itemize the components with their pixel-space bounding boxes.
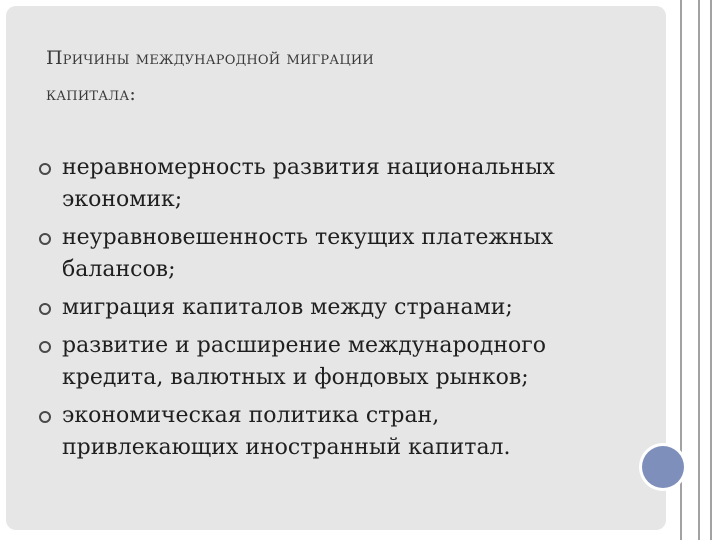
bullet-item (38, 222, 618, 286)
bullet-text-line: неравномерность развития национальных (62, 155, 555, 180)
ring-bullet-icon (39, 163, 51, 175)
bullet-item (38, 400, 618, 464)
slide-title (46, 40, 606, 112)
slide-title-line: капитала: (46, 83, 136, 105)
ring-bullet-icon (39, 411, 51, 423)
bullet-list (38, 152, 618, 470)
ring-bullet-icon (39, 303, 51, 315)
bullet-text-line: экономик; (62, 187, 183, 212)
bullet-text-line: кредита, валютных и фондовых рынков; (62, 365, 529, 390)
bullet-text-line: привлекающих иностранный капитал. (62, 435, 511, 460)
bullet-text-line: неуравновешенность текущих платежных (62, 225, 554, 250)
bullet-item (38, 292, 618, 324)
bullet-text-line: развитие и расширение международного (62, 333, 547, 358)
bullet-item (38, 152, 618, 216)
slide-title-line: Причины международной миграции (46, 47, 374, 69)
bullet-item (38, 330, 618, 394)
decorative-stripe (698, 0, 700, 540)
ring-bullet-icon (39, 341, 51, 353)
bullet-text-line: экономическая политика стран, (62, 403, 440, 428)
decorative-stripe (710, 0, 712, 540)
decorative-circle (642, 446, 684, 488)
bullet-text-line: миграция капиталов между странами; (62, 295, 513, 320)
bullet-text-line: балансов; (62, 257, 176, 282)
ring-bullet-icon (39, 233, 51, 245)
